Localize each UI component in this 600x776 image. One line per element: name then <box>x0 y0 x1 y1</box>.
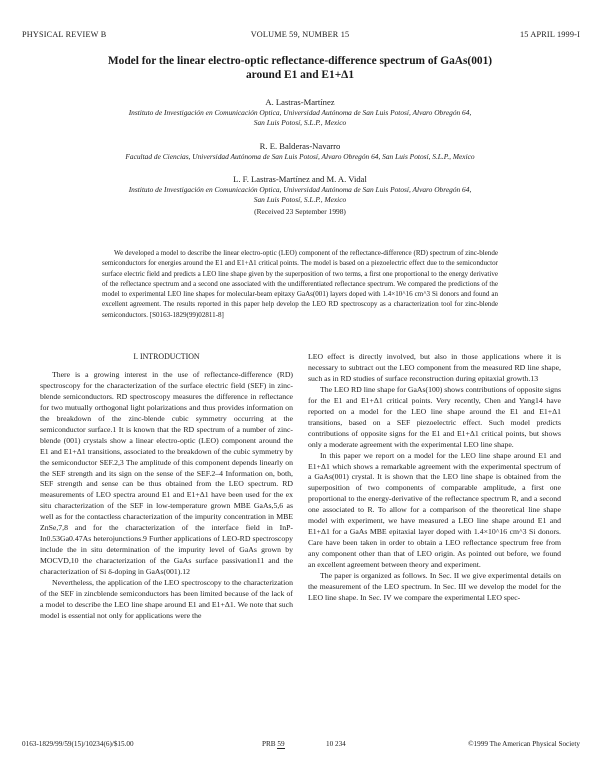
right-column <box>308 352 561 604</box>
section-heading: I. INTRODUCTION <box>133 352 200 361</box>
paragraph: There is a growing interest in the use of reflectance-difference (RD) spectroscopy for the characterization of the surface electric field (SEF) in zinc-blende semiconductors. RD spectroscopy measures the difference in reflectance for two mutually orthogonal light polarizations and thus provides information on the breakdown of the zinc-blende cubic symmetry occurring at the semiconductor surface.1 It is known that the RD spectrum of a number of zinc-blende (001) crystals show a linear electro-optic (LEO) component around the E1 and E1+Δ1 transitions, associated to the breakdown of the cubic symmetry by the semiconductor SEF.2,3 The amplitude of this component depends linearly on the SEF strength and its sign on the sense of the SEF.2–4 Information on, both, SEF strength and sense can be thus obtained from the LEO spectrum. RD measurements of LEO spectra around E1 and E1+Δ1 have been used for the ex situ characterization of the SEF in low-temperature grown MBE GaAs,5,6 as well as for the contactless characterization of the impurity concentration in MBE ZnSe,7,8 and for the characterization of the interface field in InP-In0.53Ga0.47As heterojunctions.9 Further applications of LEO-RD spectroscopy include the in situ determination of the impurity level of GaAs grown by MOCVD,10 the characterization of the GaAs surface passivation11 and the characterization of Si δ-doping in GaAs(001).12 <box>40 369 293 577</box>
journal-volume: PRB 59 <box>262 740 285 748</box>
paragraph: In this paper we report on a model for the LEO line shape around E1 and E1+Δ1 which shows a remarkable agreement with the experimental spectrum of a GaAs(001) crystal. It is shown that the LEO line shape is obtained from the superposition of two components of comparable amplitude, a first one proportional to the energy-derivative of the reflectance spectrum R, and a second one associated to R. To allow for a comparison of the theoretical line shape model with experiment, we have measured a LEO line shape around E1 and E1+Δ1 for a GaAs MBE epitaxial layer doped with 1.4×10^16 cm^3 Si donors. Care have been taken in order to obtain a LEO reflectance spectrum free from any component other than that of LEO origin. As pointed out before, we found an excellent agreement between theory and experiment. <box>308 450 561 570</box>
received-date: (Received 23 September 1998) <box>254 207 346 216</box>
copyright: ©1999 The American Physical Society <box>468 740 580 748</box>
author-group-3: L. F. Lastras-Martínez and M. A. Vidal <box>233 174 367 184</box>
paragraph: LEO effect is directly involved, but also in those applications where it is necessary to subtract out the LEO component from the measured RD line shape, such as in RD studies of surface reconstruction during epitaxial growth.13 <box>308 352 561 383</box>
paragraph: The paper is organized as follows. In Sec. II we give experimental details on the measurement of the LEO spectrum. In Sec. III we develop the model for the LEO line shape. In Sec. IV we compare the experimental LEO spec- <box>308 571 561 602</box>
paper-title <box>60 54 540 82</box>
affiliation-3: Instituto de Investigación en Comunicación Optica, Universidad Autónoma de San Luis Potosí, Alvaro Obregón 64, San Luis Potosí, S.L.P., Mexico <box>128 185 472 205</box>
paragraph: The LEO RD line shape for GaAs(100) shows contributions of opposite signs for the E1 and E1+Δ1 critical points. Very recently, Chen and Yang14 have reported on a model for the LEO line shape around the E1 and E1+Δ1 transitions, based on a SEF piezoelectric effect. Such model predicts contributions of opposite signs for the E1 and E1+Δ1 critical points, but shows only a moderate agreement with the experimental LEO line shape. <box>308 384 561 449</box>
issue-date: 15 APRIL 1999-I <box>519 30 580 39</box>
affiliation-1: Instituto de Investigación en Comunicación Optica, Universidad Autónoma de San Luis Potosí, Alvaro Obregón 64, San Luis Potosí, S.L.P., Mexico <box>128 108 472 128</box>
title-line-1: Model for the linear electro-optic reflectance-difference spectrum of GaAs(001) <box>107 55 493 67</box>
issn-code: 0163-1829/99/59(15)/10234(6)/$15.00 <box>22 740 134 748</box>
abstract: We developed a model to describe the linear electro-optic (LEO) component of the reflectance-difference (RD) spectrum of zinc-blende semiconductors for energies around the E1 and E1+Δ1 critical points. The model is based on a piezoelectric effect due to the semiconductor surface electric field and predicts a LEO line shape given by the superposition of two terms, a first one proportional to the energy derivative of the reflectance spectrum and a second one associated with the undifferentiated reflectance spectrum. We compared the predictions of the model to experimental LEO line shapes for molecular-beam epitaxy GaAs(001) layers doped with 1.4×10^16 cm^3 Si donors and found an excellent agreement. The results reported in this paper help develop the LEO RD spectroscopy as a characterization tool for zinc-blende semiconductors. [S0163-1829(99)02811-8] <box>102 249 498 319</box>
left-column <box>40 352 293 622</box>
paragraph: Nevertheless, the application of the LEO spectroscopy to the characterization of the SEF in zincblende semiconductors has been limited because of the lack of a model to describe the LEO line shape around E1 and E1+Δ1. We note that such model is essential not only for applications were the <box>40 578 293 620</box>
affiliation-2: Facultad de Ciencias, Universidad Autónoma de San Luis Potosí, Alvaro Obregón 64, San Luis Potosí, S.L.P., Mexico <box>125 152 475 161</box>
volume-number: VOLUME 59, NUMBER 15 <box>250 30 350 39</box>
author-group-2: R. E. Balderas-Navarro <box>259 141 341 151</box>
journal-name: PHYSICAL REVIEW B <box>22 30 107 39</box>
title-line-2: around E1 and E1+Δ1 <box>245 69 355 81</box>
page-number: 10 234 <box>326 740 346 748</box>
author-group-1: A. Lastras-Martínez <box>265 97 335 107</box>
